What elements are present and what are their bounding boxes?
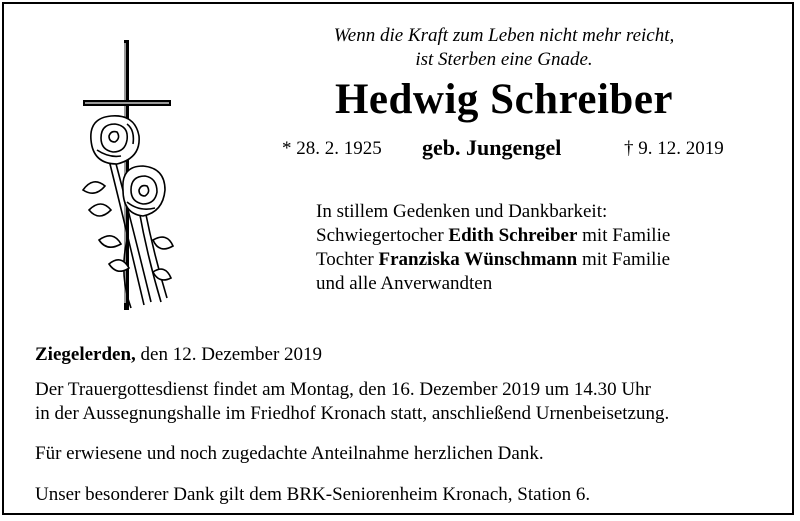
maiden-name: geb. Jungengel <box>422 135 562 160</box>
mourner-line-2 <box>316 248 776 272</box>
mourner-line-1 <box>316 224 776 248</box>
mourner-line-3: und alle Anverwandten <box>316 273 493 294</box>
special-thanks-text: Unser besonderer Dank gilt dem BRK-Seniorenheim Kronach, Station 6. <box>35 484 591 505</box>
service-line-2: in der Aussegnungshalle im Friedhof Kronach statt, anschließend Urnenbeisetzung. <box>35 403 670 424</box>
date: den 12. Dezember 2019 <box>135 344 323 365</box>
service-info <box>35 378 785 426</box>
mourners-list <box>316 200 776 296</box>
death-date: † 9. 12. 2019 <box>624 138 724 159</box>
memorial-quote <box>304 24 704 72</box>
mourner-name: Franziska Wünschmann <box>378 249 578 270</box>
place-and-date <box>35 344 322 366</box>
mourner-relation: Tochter <box>316 249 379 270</box>
mourners-intro: In stillem Gedenken und Dankbarkeit: <box>316 201 608 222</box>
service-line-1: Der Trauergottesdienst findet am Montag, den 16. Dezember 2019 um 14.30 Uhr <box>35 379 651 400</box>
mourner-suffix: mit Familie <box>577 249 671 270</box>
obituary-notice <box>2 2 794 515</box>
place: Ziegelerden, <box>35 344 136 365</box>
quote-line-2: ist Sterben eine Gnade. <box>415 49 593 70</box>
thanks-text: Für erwiesene und noch zugedachte Anteilnahme herzlichen Dank. <box>35 443 544 464</box>
mourner-relation: Schwiegertocher <box>316 225 449 246</box>
mourner-name: Edith Schreiber <box>448 225 578 246</box>
birth-date: * 28. 2. 1925 <box>282 138 382 159</box>
quote-line-1: Wenn die Kraft zum Leben nicht mehr reicht, <box>333 25 675 46</box>
deceased-name: Hedwig Schreiber <box>334 76 674 123</box>
cross-with-roses-icon <box>69 40 179 320</box>
mourner-suffix: mit Familie <box>577 225 671 246</box>
